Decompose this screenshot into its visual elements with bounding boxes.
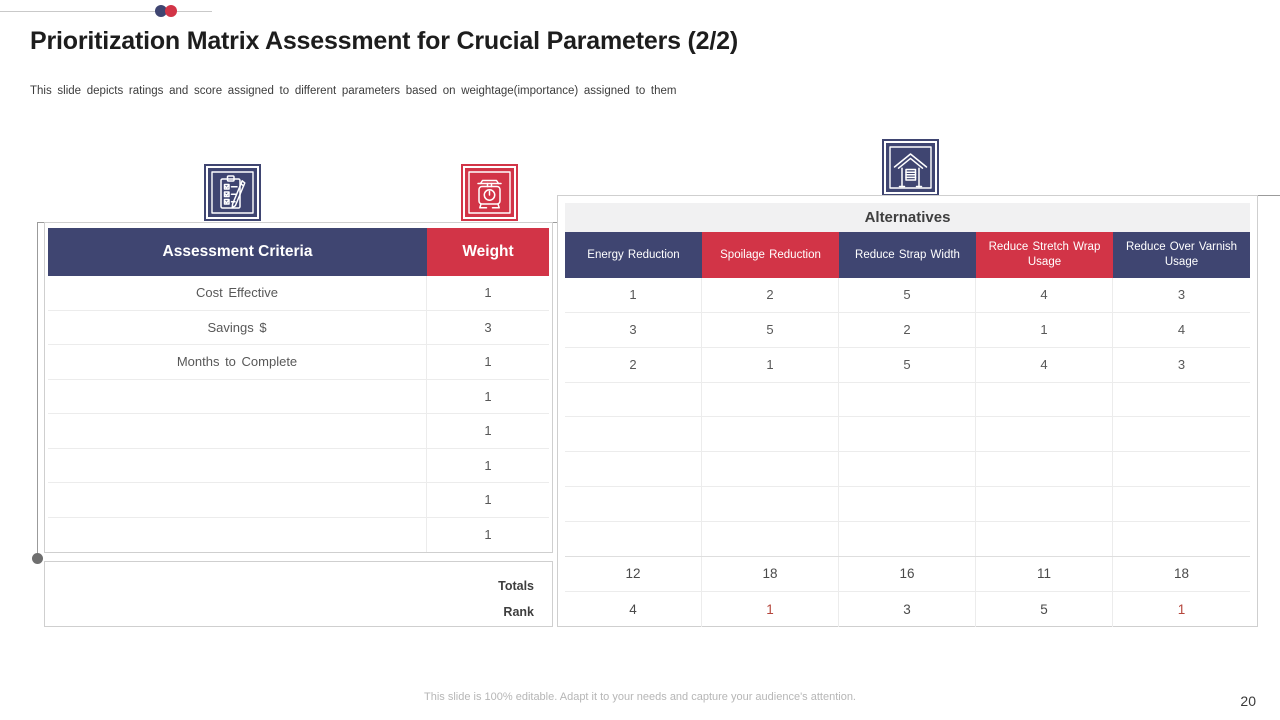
total-cell: 18	[702, 557, 839, 591]
rating-cell: 4	[1177, 322, 1186, 338]
criteria-cell	[48, 518, 427, 553]
rating-cell	[565, 417, 702, 451]
rating-cell: 4	[976, 348, 1113, 382]
weight-cell: 1	[484, 354, 492, 370]
criteria-row	[48, 449, 549, 484]
rating-cell	[976, 487, 1113, 521]
rating-cell: 3	[1177, 287, 1186, 303]
rating-cell	[702, 417, 839, 451]
criteria-row	[48, 483, 549, 518]
rank-label: Rank	[503, 605, 534, 619]
alternatives-rank-row	[565, 592, 1250, 627]
connector-line-vertical-left	[37, 222, 38, 555]
rating-cell	[839, 522, 976, 556]
rank-cell: 4	[565, 592, 702, 627]
rank-cell: 1	[1177, 601, 1186, 617]
criteria-cell	[48, 414, 427, 448]
weight-cell: 1	[484, 388, 492, 404]
rating-cell: 2	[839, 313, 976, 347]
rating-cell	[702, 487, 839, 521]
weighing-scale-icon	[461, 164, 518, 221]
alternatives-row	[565, 278, 1250, 313]
totals-label: Totals	[498, 579, 534, 593]
rating-cell	[839, 487, 976, 521]
assessment-criteria-table	[44, 222, 553, 553]
criteria-cell	[48, 380, 427, 414]
rating-cell	[976, 452, 1113, 486]
total-cell: 16	[839, 557, 976, 591]
connector-end-dot	[32, 553, 43, 564]
rating-cell	[976, 417, 1113, 451]
weighing-scale-icon-tile	[465, 168, 514, 217]
rating-cell	[1113, 487, 1250, 521]
rating-cell: 5	[839, 278, 976, 312]
alternatives-row	[565, 313, 1250, 348]
rating-cell: 4	[976, 278, 1113, 312]
rating-cell	[565, 522, 702, 556]
criteria-cell	[48, 449, 427, 483]
alternatives-rows	[565, 278, 1250, 557]
rating-cell: 1	[976, 313, 1113, 347]
total-cell: 11	[976, 557, 1113, 591]
warehouse-icon	[882, 139, 939, 196]
slide-footer-note: This slide is 100% editable. Adapt it to your needs and capture your audience's attention.	[424, 691, 856, 703]
page-number: 20	[1240, 693, 1256, 709]
rating-cell: 3	[565, 313, 702, 347]
rating-cell	[702, 452, 839, 486]
alternatives-title: Alternatives	[565, 203, 1250, 232]
rating-cell	[1113, 417, 1250, 451]
alternative-column-header: Reduce Stretch Wrap Usage	[976, 232, 1113, 278]
alternatives-row	[565, 417, 1250, 452]
assessment-criteria-header: Assessment Criteria	[48, 228, 427, 276]
alternative-column-header: Energy Reduction	[565, 232, 702, 278]
rating-cell	[976, 383, 1113, 417]
rating-cell	[839, 383, 976, 417]
totals-rank-label-box	[44, 561, 553, 627]
rating-cell	[565, 487, 702, 521]
rating-cell	[565, 383, 702, 417]
rank-cell: 1	[702, 592, 839, 627]
alternatives-row	[565, 348, 1250, 383]
criteria-cell: Cost Effective	[48, 276, 427, 310]
clipboard-checklist-icon-tile	[208, 168, 257, 217]
rating-cell: 5	[839, 348, 976, 382]
rating-cell: 3	[1177, 357, 1186, 373]
rating-cell	[839, 417, 976, 451]
rank-cell: 3	[839, 592, 976, 627]
alternatives-table	[557, 195, 1258, 627]
weight-cell: 1	[484, 527, 492, 543]
alternative-column-header: Spoilage Reduction	[702, 232, 839, 278]
brand-dot-red	[165, 5, 177, 17]
page-title: Prioritization Matrix Assessment for Crucial Parameters (2/2)	[30, 27, 738, 55]
total-cell: 18	[1173, 566, 1190, 582]
assessment-criteria-header-row	[48, 228, 549, 276]
weight-cell: 1	[484, 457, 492, 473]
alternative-column-header: Reduce Strap Width	[839, 232, 976, 278]
criteria-row	[48, 518, 549, 553]
rating-cell	[976, 522, 1113, 556]
criteria-row	[48, 380, 549, 415]
alternatives-row	[565, 452, 1250, 487]
total-cell: 12	[565, 557, 702, 591]
criteria-cell	[48, 483, 427, 517]
criteria-cell: Months to Complete	[48, 345, 427, 379]
slide-subtitle: This slide depicts ratings and score assigned to different parameters based on weightage(importance) assigned to them	[30, 85, 677, 97]
criteria-cell: Savings $	[48, 311, 427, 345]
rating-cell: 5	[702, 313, 839, 347]
header-divider	[0, 11, 212, 12]
alternatives-row	[565, 522, 1250, 557]
weight-cell: 1	[484, 492, 492, 508]
alternatives-header-row	[565, 232, 1250, 278]
alternatives-totals-row	[565, 557, 1250, 592]
weight-cell: 3	[484, 319, 492, 335]
criteria-row	[48, 414, 549, 449]
rating-cell	[702, 383, 839, 417]
rating-cell	[1113, 452, 1250, 486]
rank-cell: 5	[976, 592, 1113, 627]
alternatives-row	[565, 487, 1250, 522]
rating-cell	[1113, 383, 1250, 417]
rating-cell	[839, 452, 976, 486]
rating-cell: 2	[702, 278, 839, 312]
alternatives-row	[565, 383, 1250, 418]
clipboard-checklist-icon	[204, 164, 261, 221]
rating-cell	[702, 522, 839, 556]
warehouse-icon-tile	[886, 143, 935, 192]
rating-cell	[1113, 522, 1250, 556]
assessment-criteria-rows	[48, 276, 549, 552]
criteria-row	[48, 311, 549, 346]
rating-cell	[565, 452, 702, 486]
weight-cell: 1	[484, 423, 492, 439]
criteria-row	[48, 345, 549, 380]
alternative-column-header: Reduce Over Varnish Usage	[1113, 232, 1250, 278]
weight-cell: 1	[484, 285, 492, 301]
rating-cell: 1	[702, 348, 839, 382]
rating-cell: 1	[565, 278, 702, 312]
rating-cell: 2	[565, 348, 702, 382]
weight-header: Weight	[427, 228, 549, 276]
criteria-row	[48, 276, 549, 311]
